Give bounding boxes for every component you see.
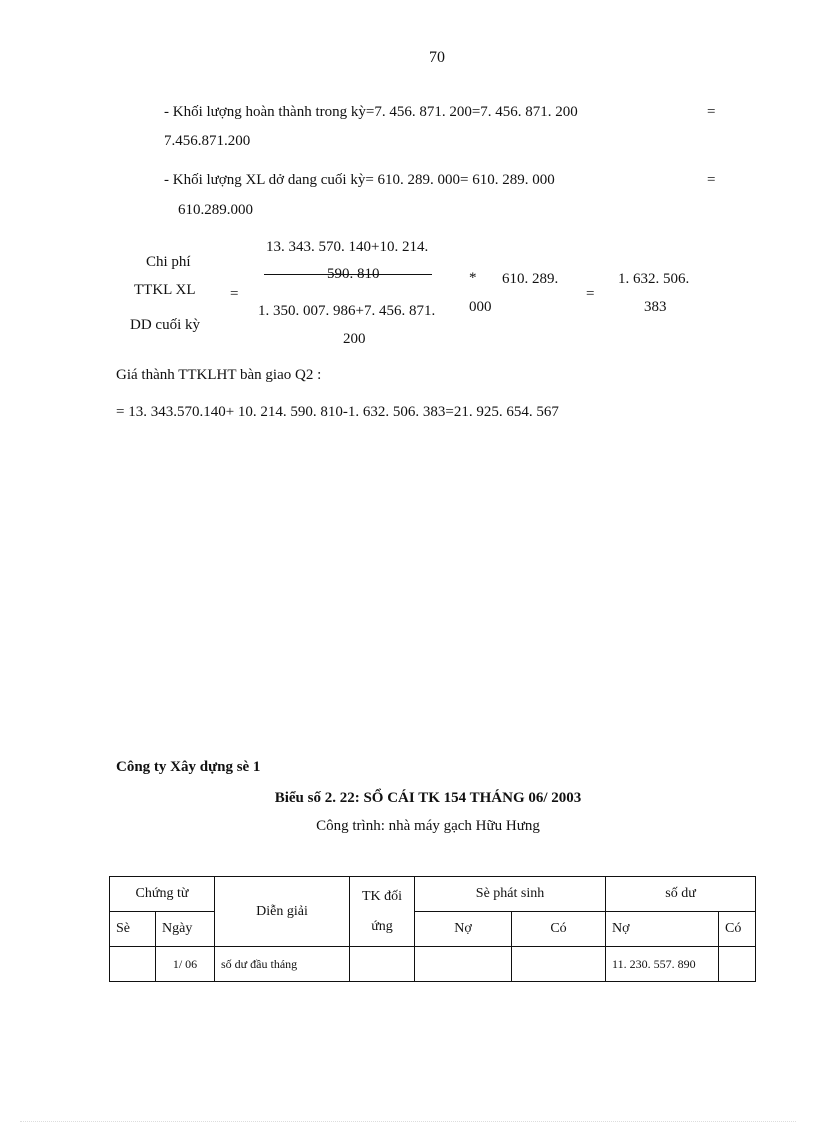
formula-label-line3: DD cuối kỳ	[130, 317, 200, 333]
cell-du-no: 11. 230. 557. 890	[606, 947, 719, 982]
kl-hoan-thanh-line1: - Khối lượng hoàn thành trong kỳ=7. 456. 871. 200=7. 456. 871. 200	[164, 104, 578, 120]
cell-du-co	[719, 947, 756, 982]
header-ps-co: Có	[512, 912, 606, 947]
formula-equals-2: =	[586, 286, 595, 302]
header-tk-line2: ứng	[371, 918, 393, 934]
header-chung-tu: Chứng từ	[110, 877, 215, 912]
header-ps-no: Nợ	[415, 912, 512, 947]
formula-result-line1: 1. 632. 506.	[618, 271, 690, 287]
header-ngay: Ngày	[156, 912, 215, 947]
kl-hoan-thanh-line2: 7.456.871.200	[164, 133, 251, 149]
formula-denominator-line2: 200	[343, 331, 366, 347]
formula-label-line2: TTKL XL	[134, 282, 196, 298]
cell-dien-giai: số dư đầu tháng	[215, 947, 350, 982]
gia-thanh-value: = 13. 343.570.140+ 10. 214. 590. 810-1. 632. 506. 383=21. 925. 654. 567	[116, 404, 559, 420]
formula-label-line1: Chi phí	[146, 254, 191, 270]
kl-do-dang-equals: =	[707, 172, 716, 188]
ledger-subtitle: Công trình: nhà máy gạch Hữu Hưng	[316, 818, 540, 834]
header-dien-giai: Diễn giải	[215, 877, 350, 947]
cell-ngay: 1/ 06	[156, 947, 215, 982]
cell-ps-no	[415, 947, 512, 982]
kl-do-dang-line1: - Khối lượng XL dở dang cuối kỳ= 610. 289. 000= 610. 289. 000	[164, 172, 555, 188]
kl-hoan-thanh-equals: =	[707, 104, 716, 120]
header-du-co: Có	[719, 912, 756, 947]
cell-so	[110, 947, 156, 982]
formula-numerator-line2: 590. 810	[327, 266, 380, 282]
formula-multiplier-line1: 610. 289.	[502, 271, 559, 287]
ledger-title: Biểu số 2. 22: SỔ CÁI TK 154 THÁNG 06/ 2003	[274, 790, 582, 806]
page-bottom-border	[20, 1121, 796, 1122]
header-so: Sè	[110, 912, 156, 947]
header-so-phat-sinh: Sè phát sinh	[415, 877, 606, 912]
cell-tk	[350, 947, 415, 982]
formula-equals-1: =	[230, 286, 239, 302]
formula-denominator-line1: 1. 350. 007. 986+7. 456. 871.	[258, 303, 436, 319]
cell-ps-co	[512, 947, 606, 982]
formula-numerator-line1: 13. 343. 570. 140+10. 214.	[266, 239, 429, 255]
header-tk-line1: TK đối	[361, 888, 403, 904]
header-du-no: Nợ	[606, 912, 719, 947]
ledger-table	[109, 876, 756, 982]
header-tk-doi-ung	[350, 877, 415, 947]
company-name: Công ty Xây dựng sè 1	[116, 759, 261, 775]
fraction-bar	[264, 274, 432, 275]
page-number: 70	[429, 49, 445, 66]
formula-result-line2: 383	[644, 299, 667, 315]
table-row	[110, 947, 756, 982]
formula-multiply: *	[469, 270, 477, 286]
gia-thanh-label: Giá thành TTKLHT bàn giao Q2 :	[116, 367, 322, 383]
header-so-du: số dư	[606, 877, 756, 912]
kl-do-dang-line2: 610.289.000	[178, 202, 253, 218]
formula-multiplier-line2: 000	[469, 299, 492, 315]
